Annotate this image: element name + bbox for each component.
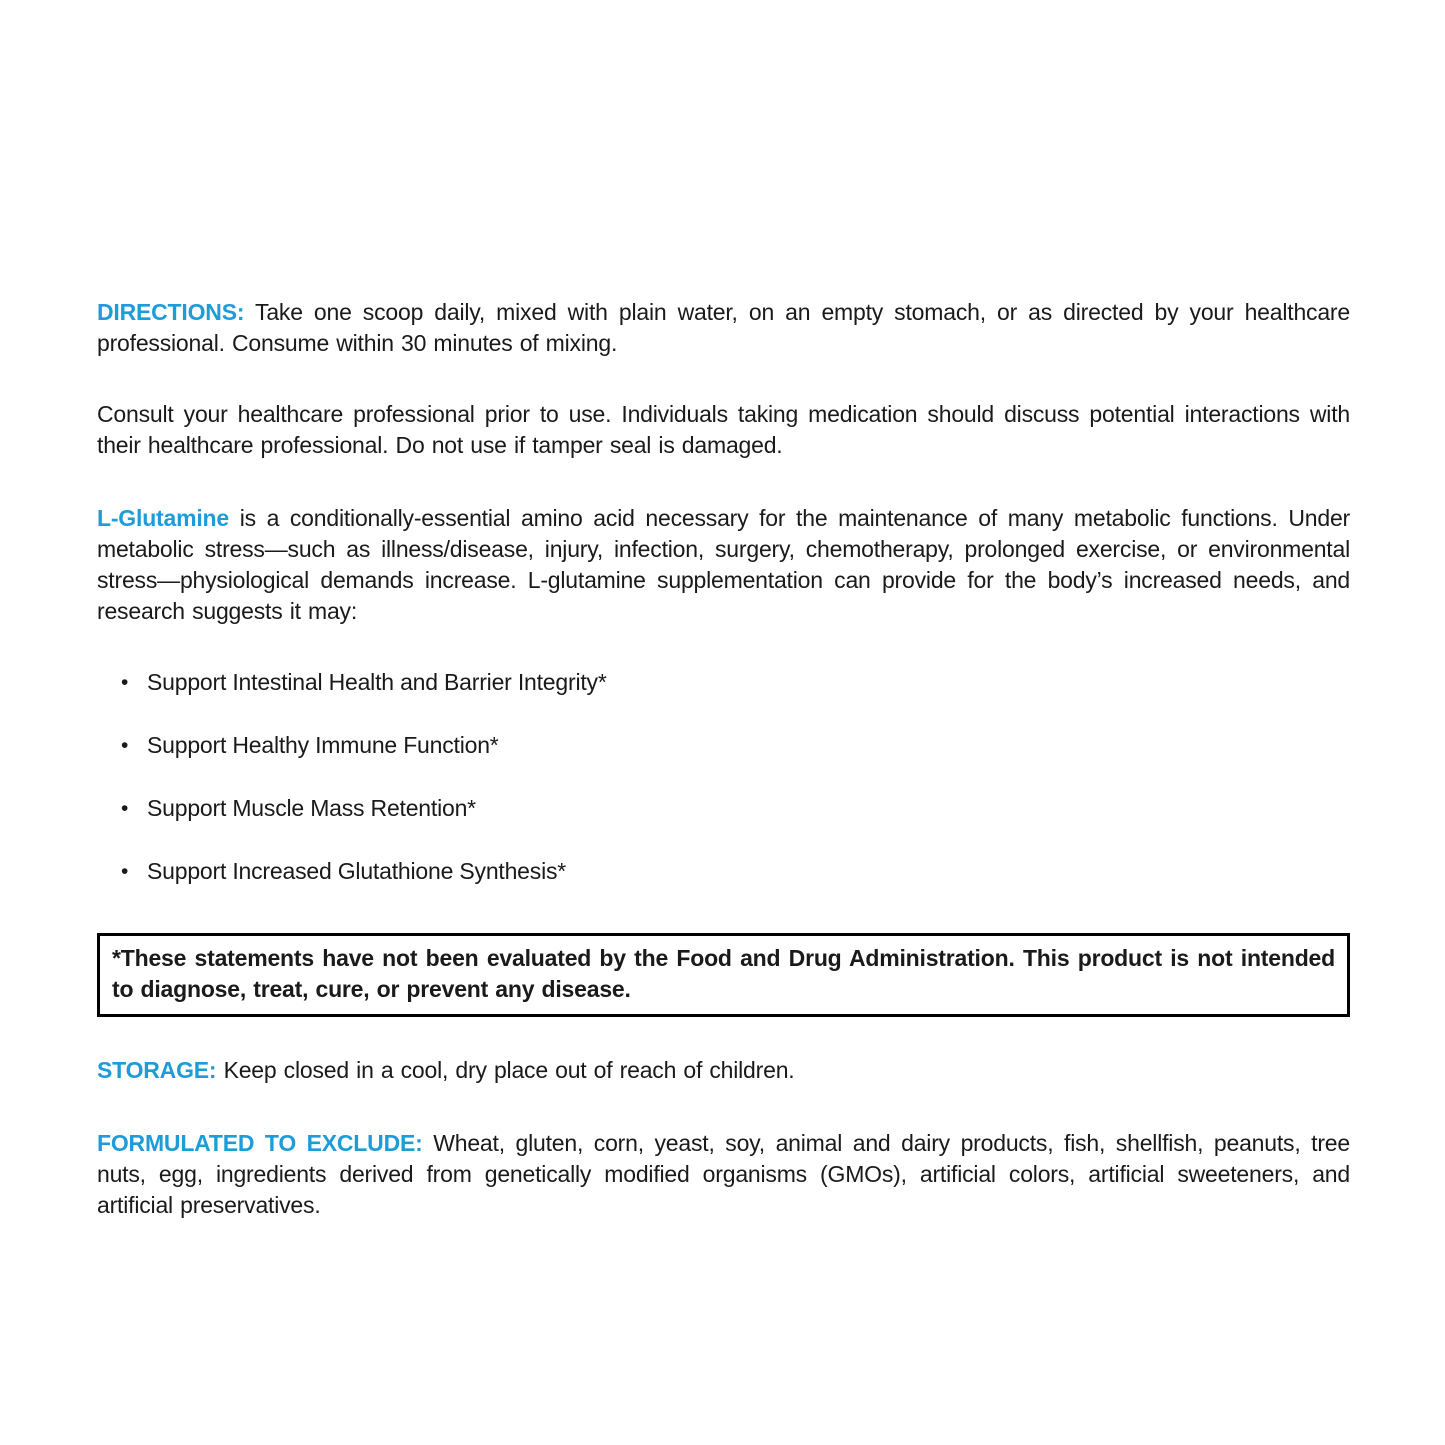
formulated-text: Wheat, gluten, corn, yeast, soy, animal and dairy products, fish, shellfish, peanuts, tree nuts, egg, ingredients derived from genetically modified organisms (GMOs), artificial colors, artificial sweeteners, and artificial preservatives. [97, 1130, 1350, 1218]
benefit-item-immune [121, 730, 1350, 761]
storage-heading: STORAGE: [97, 1057, 217, 1083]
benefit-item-glutathione [121, 856, 1350, 887]
lglutamine-paragraph [97, 503, 1350, 627]
formulated-heading: FORMULATED TO EXCLUDE: [97, 1130, 423, 1156]
directions-text: Take one scoop daily, mixed with plain water, on an empty stomach, or as directed by your healthcare professional. Consume within 30 minutes of mixing. [97, 299, 1350, 356]
consult-paragraph [97, 399, 1350, 461]
benefit-text: Support Increased Glutathione Synthesis* [147, 858, 567, 884]
lglutamine-text: is a conditionally-essential amino acid necessary for the maintenance of many metabolic functions. Under metabolic stress—such as illness/disease, injury, infection, surgery, chemotherapy, prolonged exercise, or environmental stress—physiological demands increase. L-glutamine supplementation can provide for the body’s increased needs, and research suggests it may: [97, 505, 1350, 624]
label-directions-panel [97, 297, 1350, 1261]
consult-text: Consult your healthcare professional prior to use. Individuals taking medication should discuss potential interactions with their healthcare professional. Do not use if tamper seal is damaged. [97, 401, 1350, 458]
benefit-item-intestinal [121, 667, 1350, 698]
bullet-icon: • [121, 734, 129, 757]
formulated-paragraph [97, 1128, 1350, 1221]
benefits-list [97, 667, 1350, 887]
fda-disclaimer-box [97, 933, 1350, 1017]
benefit-item-muscle [121, 793, 1350, 824]
bullet-icon: • [121, 797, 129, 820]
storage-paragraph [97, 1055, 1350, 1086]
benefit-text: Support Healthy Immune Function* [147, 732, 499, 758]
directions-heading: DIRECTIONS: [97, 299, 245, 325]
directions-paragraph [97, 297, 1350, 359]
bullet-icon: • [121, 671, 129, 694]
storage-text: Keep closed in a cool, dry place out of reach of children. [223, 1057, 795, 1083]
benefit-text: Support Intestinal Health and Barrier Integrity* [147, 669, 607, 695]
lglutamine-heading: L-Glutamine [97, 505, 229, 531]
fda-disclaimer-text: *These statements have not been evaluated by the Food and Drug Administration. This product is not intended to diagnose, treat, cure, or prevent any disease. [112, 945, 1335, 1002]
bullet-icon: • [121, 860, 129, 883]
benefit-text: Support Muscle Mass Retention* [147, 795, 476, 821]
